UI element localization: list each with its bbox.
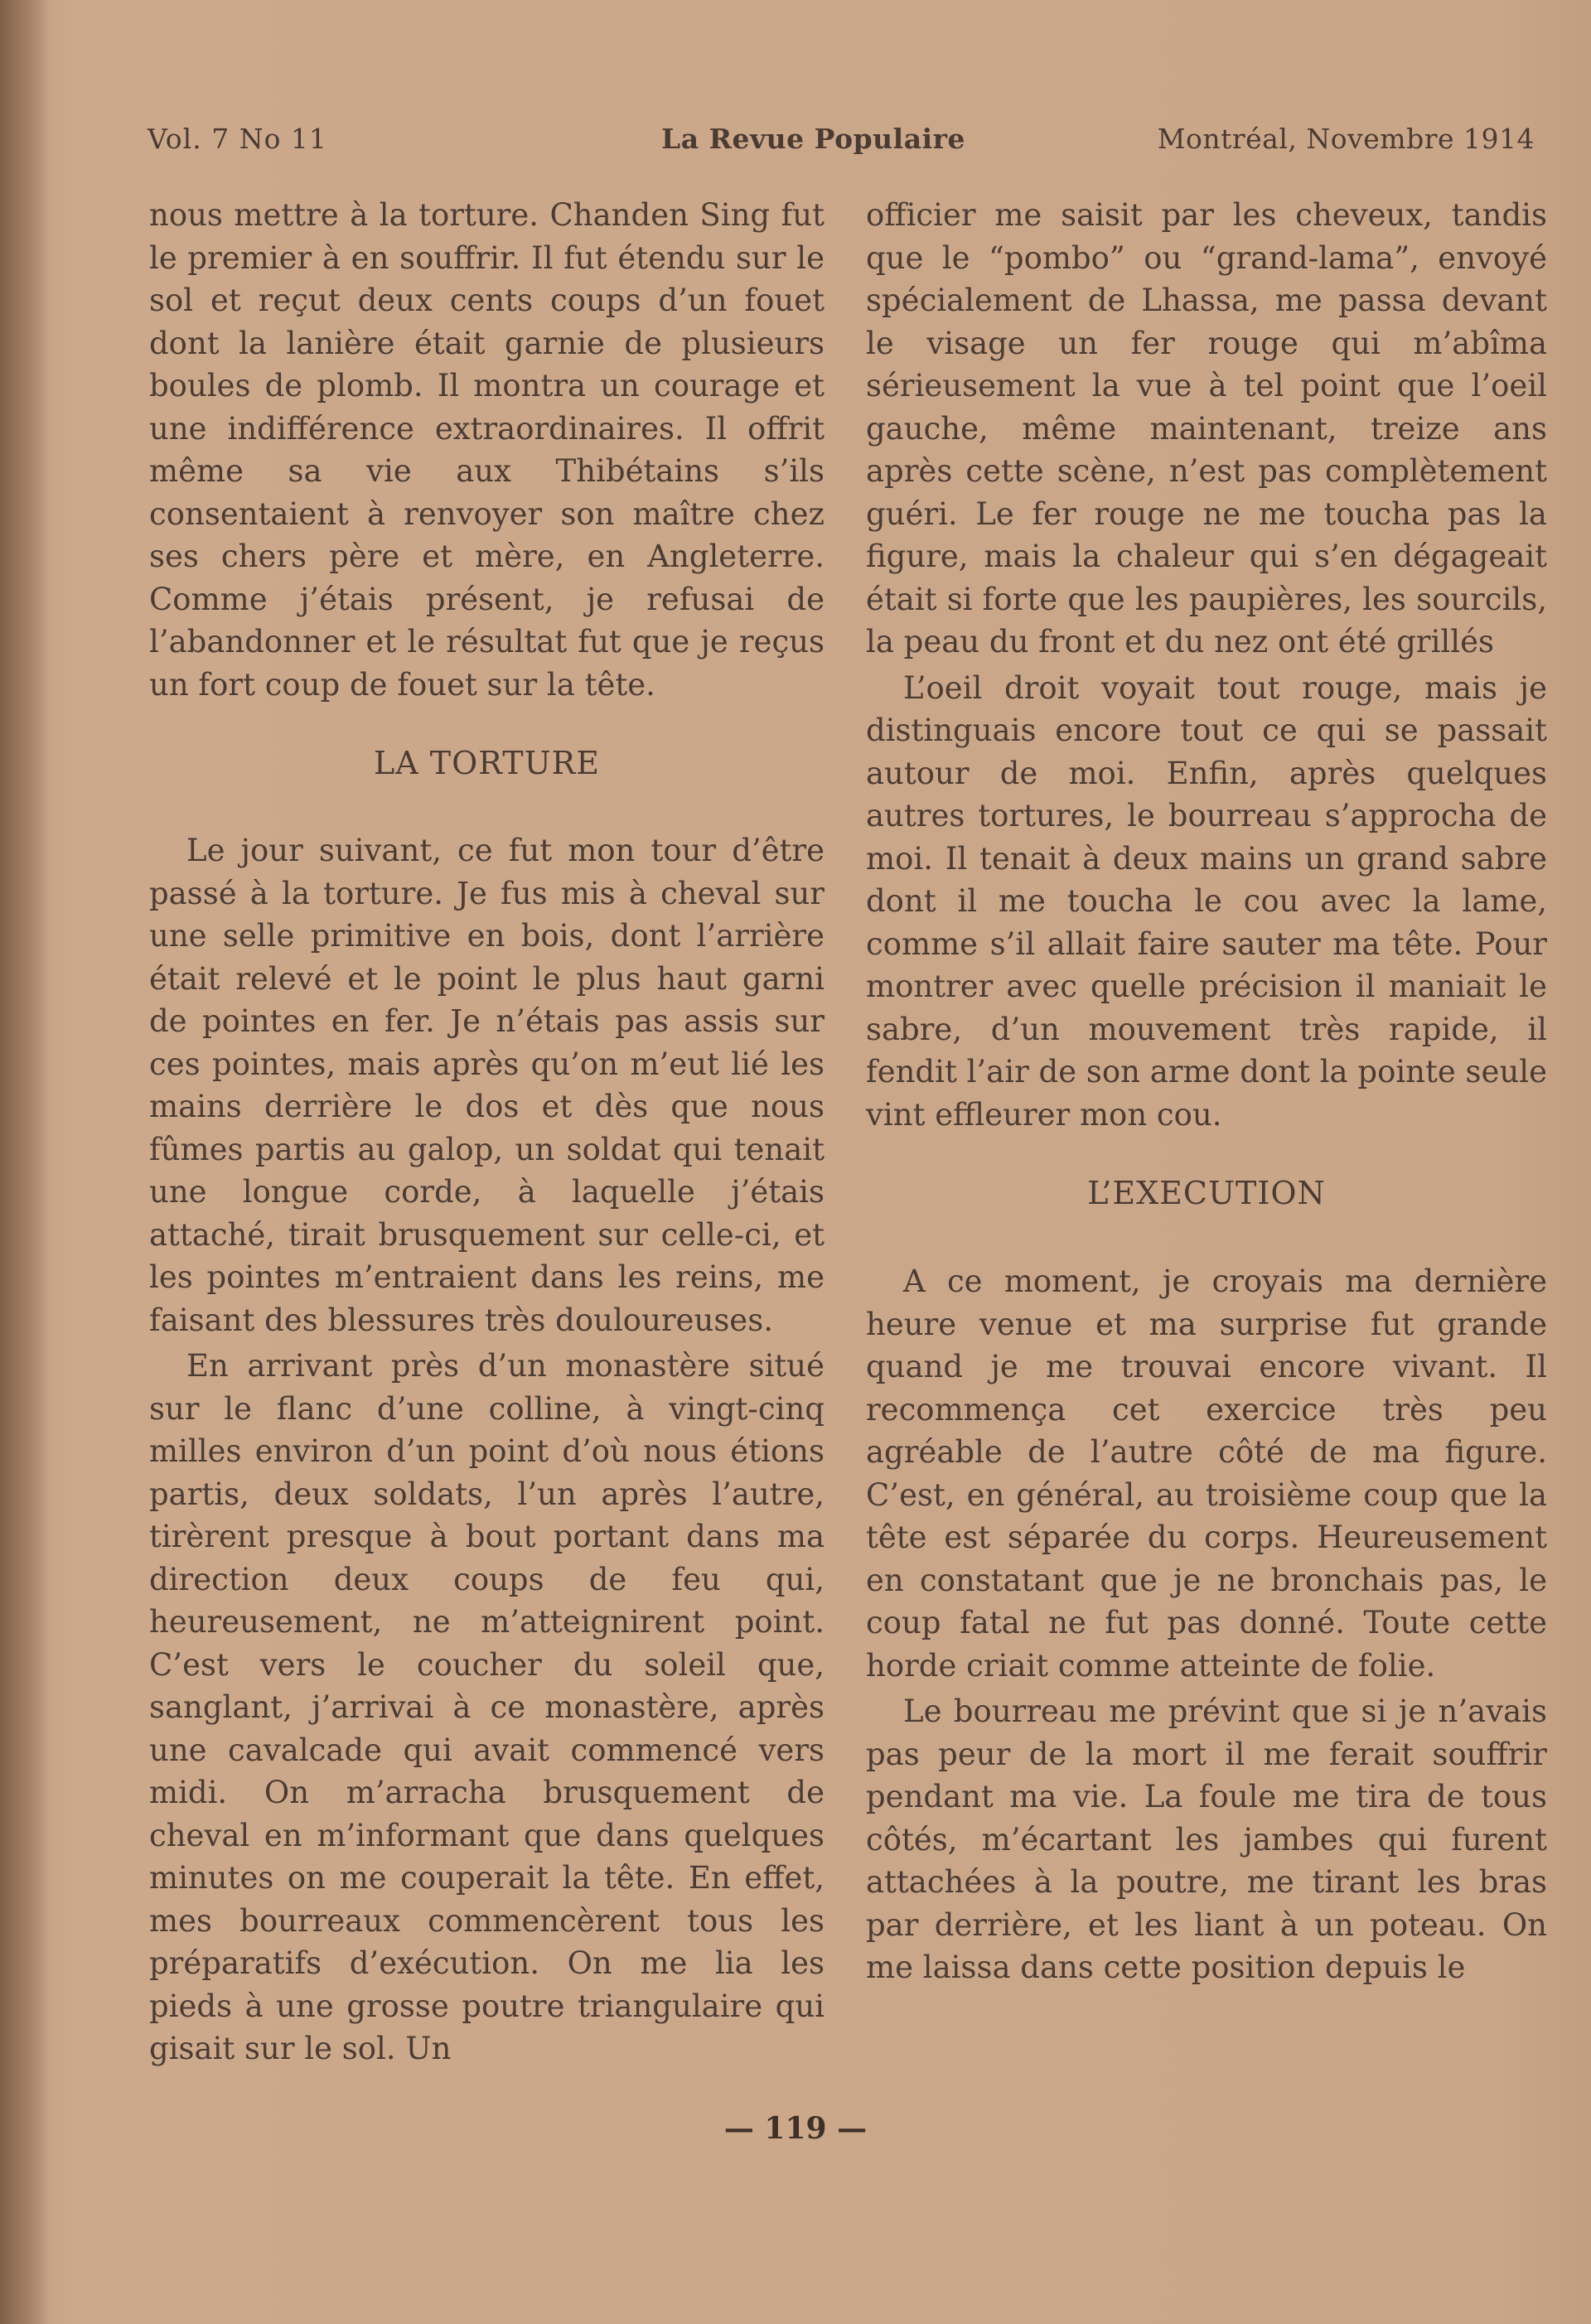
volume-number: Vol. 7 No 11 [147, 123, 327, 155]
page-number: — 119 — [723, 2111, 868, 2146]
paragraph: officier me saisit par les cheveux, tandis que le “pombo” ou “grand-lama”, envoyé spécialement de Lhassa, me passa devant le visage un fer rouge qui m’abîma sérieusement la vue à tel point que l’oeil gauche, même maintenant, treize ans après cette scène, n’est pas complètement guéri. Le fer rouge ne me toucha pas la figure, mais la chaleur qui s’en dégageait était si forte que les paupières, les sourcils, la peau du front et du nez ont été grillés [866, 197, 1547, 660]
left-column [149, 194, 825, 2070]
section-heading-torture: LA TORTURE [374, 745, 600, 781]
running-header [147, 123, 1535, 164]
page-binding-edge [0, 0, 50, 2324]
right-column [866, 194, 1547, 1989]
place-and-date: Montréal, Novembre 1914 [1157, 123, 1535, 155]
paragraph: A ce moment, je croyais ma dernière heure venue et ma surprise fut grande quand je me trouvai encore vivant. Il recommença cet exercice très peu agréable de l’autre côté de ma figure. C’est, en général, au troisième coup que la tête est séparée du corps. Heureusement en constatant que je ne bronchais pas, le coup fatal ne fut pas donné. Toute cette horde criait comme atteinte de folie. [866, 1263, 1547, 1684]
paragraph: L’oeil droit voyait tout rouge, mais je distinguais encore tout ce qui se passait autour de moi. Enfin, après quelques autres tortures, le bourreau s’approcha de moi. Il tenait à deux mains un grand sabre dont il me toucha le cou avec la lame, comme s’il allait faire sauter ma tête. Pour montrer avec quelle précision il maniait le sabre, d’un mouvement très rapide, il fendit l’air de son arme dont la pointe seule vint effleurer mon cou. [866, 669, 1547, 1133]
paragraph: En arrivant près d’un monastère situé sur le flanc d’une colline, à vingt-cinq milles environ d’un point d’où nous étions partis, deux soldats, l’un après l’autre, tirèrent presque à bout portant dans ma direction deux coups de feu qui, heureusement, ne m’atteignirent point. C’est vers le coucher du soleil que, sanglant, j’arrivai à ce monastère, après une cavalcade qui avait commencé vers midi. On m’arracha brusquement de cheval en m’informant que dans quelques minutes on me couperait la tête. En effet, mes bourreaux commencèrent tous les préparatifs d’exécution. On me lia les pieds à une grosse poutre triangulaire qui gisait sur le sol. Un [149, 1348, 825, 2066]
paragraph: Le jour suivant, ce fut mon tour d’être passé à la torture. Je fus mis à cheval sur une selle primitive en bois, dont l’arrière était relevé et le point le plus haut garni de pointes en fer. Je n’étais pas assis sur ces pointes, mais après qu’on m’eut lié les mains derrière le dos et dès que nous fûmes partis au galop, un soldat qui tenait une longue corde, à laquelle j’étais attaché, tirait brusquement sur celle-ci, et les pointes m’entraient dans les reins, me faisant des blessures très douloureuses. [149, 833, 825, 1338]
paragraph: Le bourreau me prévint que si je n’avais pas peur de la mort il me ferait souffrir pendant ma vie. La foule me tira de tous côtés, m’écartant les jambes qui furent attachées à la poutre, me tirant les bras par derrière, et les liant à un poteau. On me laissa dans cette position depuis le [866, 1693, 1547, 1985]
paragraph: nous mettre à la torture. Chanden Sing fut le premier à en souffrir. Il fut étendu sur le sol et reçut deux cents coups d’un fouet dont la lanière était garnie de plusieurs boules de plomb. Il montra un courage et une indifférence extraordinaires. Il offrit même sa vie aux Thibétains s’ils consentaient à renvoyer son maître chez ses chers père et mère, en Angleterre. Comme j’étais présent, je refusai de l’abandonner et le résultat fut que je reçus un fort coup de fouet sur la tête. [149, 197, 825, 703]
publication-title: La Revue Populaire [661, 123, 965, 155]
section-heading-execution: L’EXECUTION [1087, 1175, 1326, 1211]
